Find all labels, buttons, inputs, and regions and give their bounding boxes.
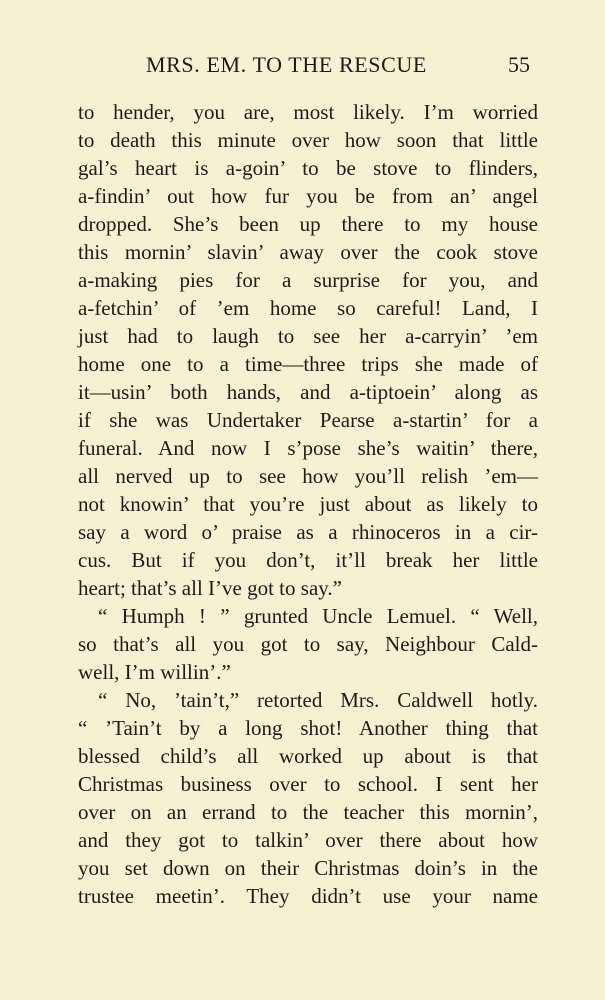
text-line: all nerved up to see how you’ll relish ’em— xyxy=(78,464,538,488)
text-line: to death this minute over how soon that little xyxy=(78,128,538,152)
text-line: home one to a time—three trips she made of xyxy=(78,352,538,376)
text-line: Christmas business over to school. I sent her xyxy=(78,772,538,796)
text-line: so that’s all you got to say, Neighbour Cald- xyxy=(78,632,538,656)
text-line: cus. But if you don’t, it’ll break her little xyxy=(78,548,538,572)
text-line: “ ’Tain’t by a long shot! Another thing that xyxy=(78,716,538,740)
text-line: over on an errand to the teacher this mornin’, xyxy=(78,800,538,824)
text-line: a-making pies for a surprise for you, and xyxy=(78,268,538,292)
text-line: to hender, you are, most likely. I’m worried xyxy=(78,100,538,124)
text-line: “ No, ’tain’t,” retorted Mrs. Caldwell hotly. xyxy=(98,688,538,712)
text-line: blessed child’s all worked up about is that xyxy=(78,744,538,768)
text-line: say a word o’ praise as a rhinoceros in a cir- xyxy=(78,520,538,544)
page-header xyxy=(0,52,605,82)
text-line: “ Humph ! ” grunted Uncle Lemuel. “ Well, xyxy=(98,604,538,628)
text-line: a-findin’ out how fur you be from an’ angel xyxy=(78,184,538,208)
text-line: this mornin’ slavin’ away over the cook stove xyxy=(78,240,538,264)
text-line: you set down on their Christmas doin’s in the xyxy=(78,856,538,880)
text-line: heart; that’s all I’ve got to say.” xyxy=(78,576,342,600)
text-line: trustee meetin’. They didn’t use your name xyxy=(78,884,538,908)
text-line: it—usin’ both hands, and a-tiptoein’ along as xyxy=(78,380,538,404)
text-line: if she was Undertaker Pearse a-startin’ for a xyxy=(78,408,538,432)
text-line: well, I’m willin’.” xyxy=(78,660,231,684)
text-line: dropped. She’s been up there to my house xyxy=(78,212,538,236)
text-line: a-fetchin’ of ’em home so careful! Land, I xyxy=(78,296,538,320)
running-title: MRS. EM. TO THE RESCUE xyxy=(146,52,427,77)
text-line: funeral. And now I s’pose she’s waitin’ there, xyxy=(78,436,538,460)
text-line: and they got to talkin’ over there about how xyxy=(78,828,538,852)
body-text xyxy=(78,98,538,910)
text-line: not knowin’ that you’re just about as likely to xyxy=(78,492,538,516)
page-number: 55 xyxy=(508,52,530,77)
text-line: gal’s heart is a-goin’ to be stove to flinders, xyxy=(78,156,538,180)
text-line: just had to laugh to see her a-carryin’ ’em xyxy=(78,324,538,348)
